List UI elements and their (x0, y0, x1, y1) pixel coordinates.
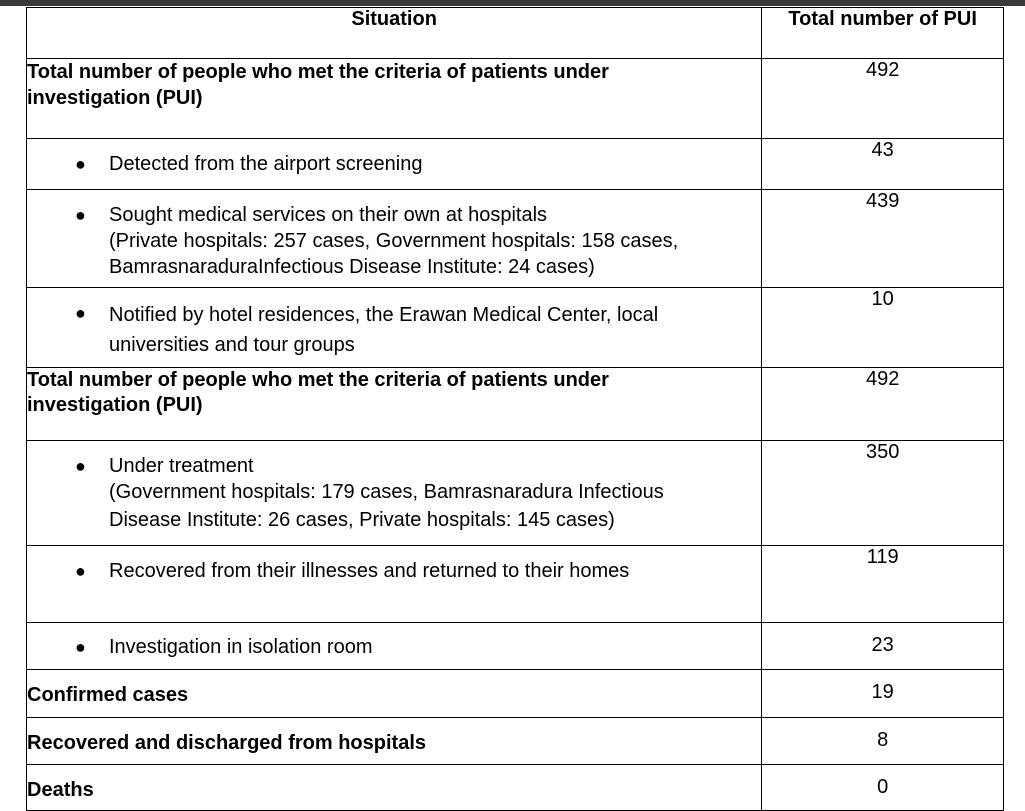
row-value: 439 (762, 190, 1004, 288)
table-row (27, 190, 1004, 288)
table-row (27, 139, 1004, 190)
row-label-line: Total number of people who met the criteria of patients under (27, 369, 609, 391)
row-label-detail-line: universities and tour groups (109, 334, 355, 356)
row-value: 119 (762, 546, 1004, 623)
row-value: 350 (762, 441, 1004, 546)
row-label-line: investigation (PUI) (27, 87, 203, 109)
table-row (27, 59, 1004, 139)
bullet-icon: ● (75, 637, 86, 657)
table-row (27, 288, 1004, 368)
viewer-top-bar (0, 0, 1025, 6)
table-row (27, 765, 1004, 811)
table-row (27, 546, 1004, 623)
row-label-detail-line: Disease Institute: 26 cases, Private hospitals: 145 cases) (109, 509, 615, 531)
row-label-sought-medical: Sought medical services on their own at hospitals (109, 204, 548, 226)
bullet-icon: ● (75, 456, 86, 476)
bullet-icon: ● (75, 154, 86, 174)
row-label-under-treatment: Under treatment (109, 455, 254, 477)
row-value: 0 (762, 765, 1004, 811)
row-value: 8 (762, 718, 1004, 765)
row-value: 492 (762, 59, 1004, 139)
row-label-detail-line: (Government hospitals: 179 cases, Bamrasnaradura Infectious (109, 481, 664, 503)
row-label-detail-line: (Private hospitals: 257 cases, Government hospitals: 158 cases, (109, 230, 679, 252)
table-row (27, 670, 1004, 718)
row-label-confirmed-cases: Confirmed cases (27, 670, 762, 718)
bullet-icon: ● (75, 205, 86, 225)
header-situation: Situation (27, 8, 762, 59)
bullet-icon: ● (75, 561, 86, 581)
row-label-line: Total number of people who met the criteria of patients under (27, 61, 609, 83)
row-label-total-pui (27, 368, 762, 441)
row-label-detail-line: BamrasnaraduraInfectious Disease Institute: 24 cases) (109, 256, 595, 278)
pui-situation-table (26, 7, 1004, 811)
table-row (27, 368, 1004, 441)
header-total-pui: Total number of PUI (762, 8, 1004, 59)
table-header-row (27, 8, 1004, 59)
row-value: 23 (762, 623, 1004, 670)
row-label-isolation-room: Investigation in isolation room (109, 636, 373, 658)
row-value: 492 (762, 368, 1004, 441)
row-label-recovered-home: Recovered from their illnesses and returned to their homes (109, 560, 630, 582)
row-label-airport-screening: Detected from the airport screening (109, 153, 423, 175)
row-label-total-pui (27, 59, 762, 139)
row-label-recovered-discharged: Recovered and discharged from hospitals (27, 718, 762, 765)
table-row (27, 623, 1004, 670)
row-value: 19 (762, 670, 1004, 718)
table-row (27, 441, 1004, 546)
row-value: 43 (762, 139, 1004, 190)
row-value: 10 (762, 288, 1004, 368)
table-row (27, 718, 1004, 765)
row-label-line: investigation (PUI) (27, 394, 203, 416)
row-label-deaths: Deaths (27, 765, 762, 811)
row-label-notified: Notified by hotel residences, the Erawan Medical Center, local (109, 304, 659, 326)
bullet-icon: ● (75, 303, 86, 323)
